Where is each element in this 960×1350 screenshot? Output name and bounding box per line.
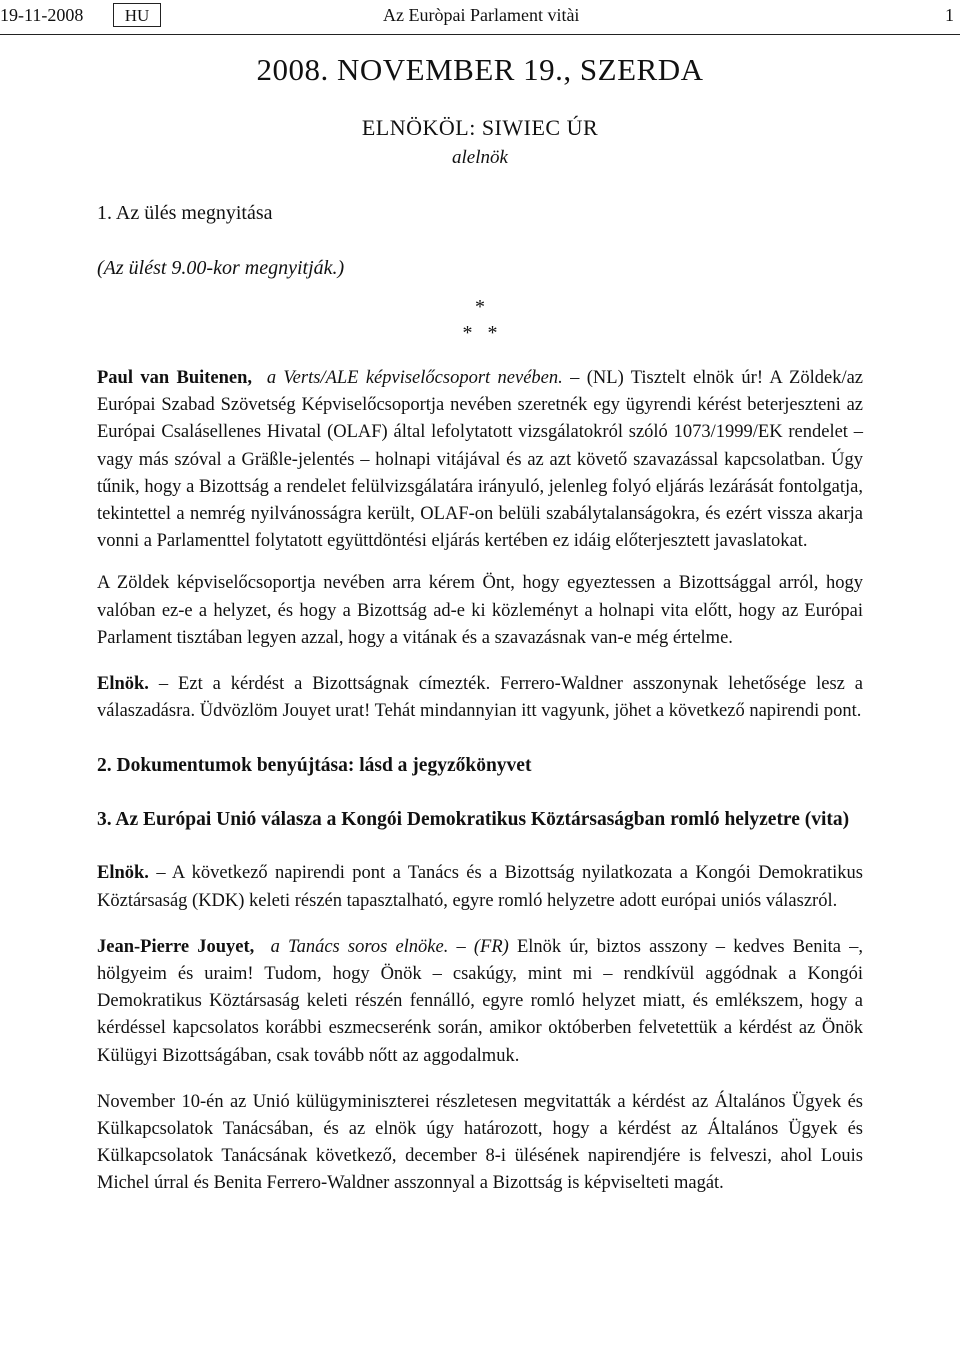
speaker-name: Jean-Pierre Jouyet, — [97, 936, 255, 957]
paragraph-jouyet — [97, 934, 863, 1070]
speaker-name: Elnök. — [97, 674, 149, 695]
paragraph-president-2 — [97, 860, 863, 914]
agenda-item-2: 2. Dokumentumok benyújtása: lásd a jegyzőkönyvet — [97, 755, 532, 777]
agenda-item-3: 3. Az Európai Unió válasza a Kongói Demokratikus Köztársaságban romló helyzetre (vita) — [97, 809, 850, 831]
item1-note: (Az ülést 9.00-kor megnyitják.) — [97, 257, 345, 279]
paragraph-van-buitenen — [97, 365, 863, 555]
speaker-name: Elnök. — [97, 863, 149, 884]
chair-title: ELNÖKÖL: SIWIEC ÚR — [361, 115, 599, 140]
paragraph-text: – A következő napirendi pont a Tanács és a Bizottság nyilatkozata a Kongói Demokratikus Köztársaság (KDK) keleti részén tapasztalható, egyre romló helyzetre adott európai uniós válaszról. — [97, 863, 864, 911]
language-badge: HU — [113, 3, 161, 27]
paragraph-november-10: November 10-én az Unió külügyminiszterei részletesen megvitatták a kérdést az Általános Ügyek és Külkapcsolatok Tanácsában, és az elnök úgy határozott, hogy a kérdést az Általános Ügyek és Külkapcsolatok Tanácsának következő, december 8-i ülésének napirendjére is felveszi, ahol Louis Michel úrral és Benita Ferrero-Waldner asszonnyal a Bizottság is képviselteti magát. — [97, 1091, 863, 1194]
page-number: 1 — [945, 5, 954, 25]
debate-body — [97, 365, 863, 1217]
page-header — [0, 0, 960, 35]
section-separator — [0, 294, 960, 346]
speaker-language: – (FR) — [456, 936, 509, 957]
paragraph-greens-request: A Zöldek képviselőcsoportja nevében arra kérem Önt, hogy egyeztessen a Bizottsággal arról, hogy valóban ez-e a helyzet, és hogy a Bizottság ad-e ki közleményt a holnapi vita előtt, hogy az Európai Parlament tisztában legyen azzal, hogy a vitának és a szavazásnak van-e még értelme. — [97, 573, 863, 648]
day-title: 2008. NOVEMBER 19., SZERDA — [256, 52, 704, 87]
header-date: 19-11-2008 — [0, 5, 84, 25]
chair-subtitle: alelnök — [452, 147, 508, 168]
paragraph-president-1 — [97, 671, 863, 725]
publication-title: Az Euròpai Parlament vitài — [383, 5, 580, 25]
separator-line-2: * * — [462, 322, 498, 344]
separator-line-1: * — [475, 296, 485, 318]
item1-heading: 1. Az ülés megnyitása — [97, 202, 273, 224]
speaker-role: a Tanács soros elnöke. — [270, 936, 449, 957]
speaker-role: a Verts/ALE képviselőcsoport nevében. — [266, 368, 563, 388]
paragraph-text: – (NL) Tisztelt elnök úr! A Zöldek/az Európai Szabad Szövetség Képviselőcsoportja nevében szeretnék egy ügyrendi kérést beterjeszteni az Európai Csalásellenes Hivatal (OLAF) által lefolytatott vizsgálatokról szóló 1073/1999/EK rendelet – vagy más szóval a Gräßle-jelentés – holnapi vitájával és az azt követő szavazással kapcsolatban. Úgy tűnik, hogy a Bizottság a rendelet felülvizsgálatára irányuló, jelenleg folyó eljárás lezárását fontolgatja, tekintettel a nemrég nyilvánosságra került, OLAF-on belüli szabálytalanságokra, és ezért vissza akarja vonni a Parlamenttel folytatott együttdöntési eljárás kertében ez idáig előterjesztett javaslatokat. — [97, 368, 864, 552]
speaker-name: Paul van Buitenen, — [97, 368, 253, 388]
paragraph-text: – Ezt a kérdést a Bizottságnak címezték. Ferrero-Waldner asszonynak lehetősége lesz a válaszadásra. Üdvözlöm Jouyet urat! Tehát mindannyian itt vagyunk, jöhet a következő napirendi pont. — [97, 674, 863, 722]
paragraph-text: Elnök úr, biztos asszony – kedves Benita –, hölgyeim és uraim! Tudom, hogy Önök – csakúgy, mint mi – rendkívül aggódnak a Kongói Demokratikus Köztársaság keleti részén fennálló, egyre romló helyzet miatt, és emlékszem, hogy a kérdéssel kapcsolatos korábbi eszmecserénk során, amikor októberben felvetettük a kérdést az Önök Külügyi Bizottságában, csak tovább nőtt az aggodalmuk. — [97, 936, 864, 1066]
